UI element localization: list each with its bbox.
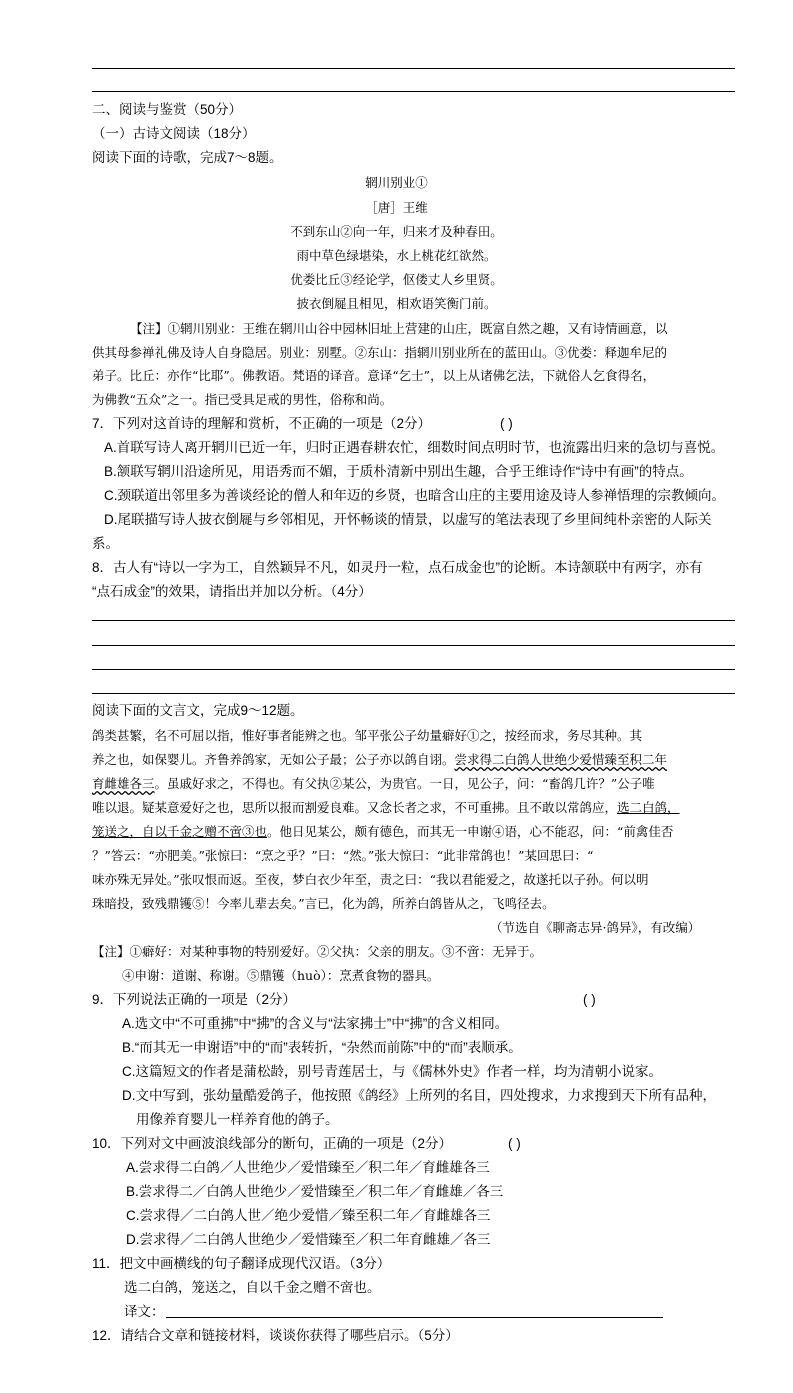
q10-answer-paren: ( ) [508,1136,521,1151]
prose-note-line: ④申谢：道谢、称谢。⑤鼎镬（huò）：烹煮食物的器具。 [122,968,440,983]
answer-line[interactable] [92,693,735,694]
q11-sentence: 选二白鸽，笼送之，自以千金之赠不啻也。 [124,1280,381,1295]
poem-note-line: 弟子。比丘：亦作“比耶”。佛教语。梵语的译音。意译“乞士”，以上从诸佛乞法，下就俗人乞食得名， [92,368,656,383]
poem-note-line: 为佛教“五众”之一。指已受具足戒的男性，俗称和尚。 [92,392,393,407]
q7-answer-paren: ( ) [500,416,513,431]
prose-text: 唯以退。疑某意爱好之也，思所以报而割爱良难。又念长者之求，不可重拂。且不敢以常鸽应， [92,800,618,815]
q10-option-a: A.尝求得二白鸽／人世绝少／爱惜臻至／积二年／育雌雄各三 [126,1160,490,1175]
q10-option-c: C.尝求得／二白鸽人世／绝少爱惜／臻至积二年／育雌雄各三 [126,1208,491,1223]
q12-stem: 12．请结合文章和链接材料，谈谈你获得了哪些启示。（5分） [92,1328,459,1343]
poem-line: 优娄比丘③经论学，伛偻丈人乡里贤。 [290,272,503,287]
poem-title: 辋川别业① [365,175,428,190]
underlined-text: 笼送之，自以千金之赠不啻③也 [92,824,268,839]
q7-stem: 7．下列对这首诗的理解和赏析，不正确的一项是（2分） [92,416,432,431]
answer-line[interactable] [92,645,735,646]
prose-instruction: 阅读下面的文言文，完成9～12题。 [92,703,304,718]
prose-line [92,751,667,769]
poem-line: 雨中草色绿堪染，水上桃花红欲然。 [296,248,497,263]
prose-line: 鸽类甚繁，名不可屈以指，惟好事者能辨之也。邹平张公子幼量癖好①之，按经而求，务尽其种。其 [92,728,643,743]
prose-line: 珠暗投，致残鼎镬⑤！今率儿辈去矣。”言已，化为鸽，所养白鸽皆从之，飞鸣径去。 [92,896,555,911]
sub-heading: （一）古诗文阅读（18分） [92,126,256,141]
top-rule-2 [92,91,735,92]
prose-source: （节选自《聊斋志异·鸽异》，有改编） [490,920,701,935]
poem-instruction: 阅读下面的诗歌，完成7～8题。 [92,150,283,165]
q11-stem: 11．把文中画横线的句子翻译成现代汉语。（3分） [92,1256,391,1271]
q8-stem-line2: “点石成金”的效果，请指出并加以分析。（4分） [92,584,372,599]
q9-stem: 9．下列说法正确的一项是（2分） [92,992,297,1007]
prose-text: 养之也，如保婴儿。齐鲁养鸽家，无如公子最；公子亦以鸽自诩。 [92,752,455,767]
wavy-underlined-text: 育雌雄各三 [92,776,155,791]
q9-option-b: B.“而其无一申谢语”中的“而”表转折，“杂然而前陈”中的“而”表顺承。 [122,1040,522,1055]
q7-option-b: B.颔联写辋川沿途所见，用语秀而不媚，于质朴清新中别出生趣，合乎王维诗作“诗中有画”的特点。 [104,464,693,479]
prose-text: 。他日见某公，颇有德色，而其无一申谢④语，心不能忍，问：“前禽佳否 [267,824,674,839]
poem-author: ［唐］王维 [365,200,428,215]
prose-text: 。虽戚好求之，不得也。有父执②某公，为贵官。一日，见公子，问：“畜鸽几许？”公子唯 [154,776,655,791]
answer-line[interactable] [92,669,735,670]
wavy-underlined-text: 尝求得二白鸽人世绝少爱惜臻至积二年 [454,752,668,767]
prose-line [92,823,673,841]
prose-line: 味亦殊无异处。”张叹恨而返。至夜，梦白衣少年至，责之曰：“我以君能爱之，故遂托以子孙。何以明 [92,872,649,887]
q11-translation-label: 译文： [124,1304,165,1319]
q9-option-a: A.选文中“不可重拂”中“拂”的含义与“法家拂士”中“拂”的含义相同。 [122,1016,509,1031]
q9-option-d-tail: 用像养育婴儿一样养育他的鸽子。 [136,1112,339,1127]
q9-option-c: C.这篇短文的作者是蒲松龄，别号青莲居士，与《儒林外史》作者一样，均为清朝小说家。 [122,1064,662,1079]
q10-option-b: B.尝求得二／白鸽人世绝少／爱惜臻至／积二年／育雌雄／各三 [126,1184,504,1199]
prose-note-line: 【注】①癖好：对某种事物的特别爱好。②父执：父亲的朋友。③不啻：无异于。 [92,944,543,959]
prose-line [92,799,680,817]
prose-line [92,775,655,793]
section-heading: 二、阅读与鉴赏（50分） [92,102,243,117]
translation-answer-line[interactable] [166,1317,663,1318]
underlined-text: 选二白鸽， [617,800,680,815]
q8-stem-line1: 8．古人有“诗以一字为工，自然颖异不凡，如灵丹一粒，点石成金也”的论断。本诗颔联中有两字，亦有 [92,560,703,575]
q7-option-c: C.颈联道出邻里多为善谈经论的僧人和年迈的乡贤，也暗含山庄的主要用途及诗人参禅悟理的宗教倾向。 [104,488,725,503]
q7-option-d: D.尾联描写诗人披衣倒屣与乡邻相见，开怀畅谈的情景，以虚写的笔法表现了乡里间纯朴亲密的人际关 [104,512,712,527]
q7-option-a: A.首联写诗人离开辋川已近一年，归时正遇春耕农忙，细数时间点明时节，也流露出归来的急切与喜悦。 [104,440,725,455]
top-rule-1 [92,68,735,69]
poem-line: 披衣倒屣且相见，相欢语笑衡门前。 [296,296,497,311]
poem-line: 不到东山②向一年，归来才及种春田。 [290,224,503,239]
poem-note-line: 【注】①辋川别业：王维在辋川山谷中园林旧址上营建的山庄，既富自然之趣，又有诗情画意，以 [130,321,668,336]
q7-option-d-tail: 系。 [92,536,119,551]
q10-option-d: D.尝求得／二白鸽人世绝少／爱惜臻至／积二年育雌雄／各三 [126,1232,491,1247]
prose-line: ？”答云：“亦肥美。”张惊曰：“烹之乎？”曰：“然。”张大惊曰：“此非常鸽也！”某回思曰：“ [92,848,594,863]
q9-answer-paren: ( ) [583,992,596,1007]
q9-option-d: D.文中写到，张幼量酷爱鸽子，他按照《鸽经》上所列的名目，四处搜求，力求搜到天下所有品种， [122,1088,716,1103]
poem-note-line: 供其母参禅礼佛及诗人自身隐居。别业：别墅。②东山：指辋川别业所在的蓝田山。③优娄：释迦牟尼的 [92,345,668,360]
answer-line[interactable] [92,620,735,621]
q10-stem: 10．下列对文中画波浪线部分的断句，正确的一项是（2分） [92,1136,453,1151]
